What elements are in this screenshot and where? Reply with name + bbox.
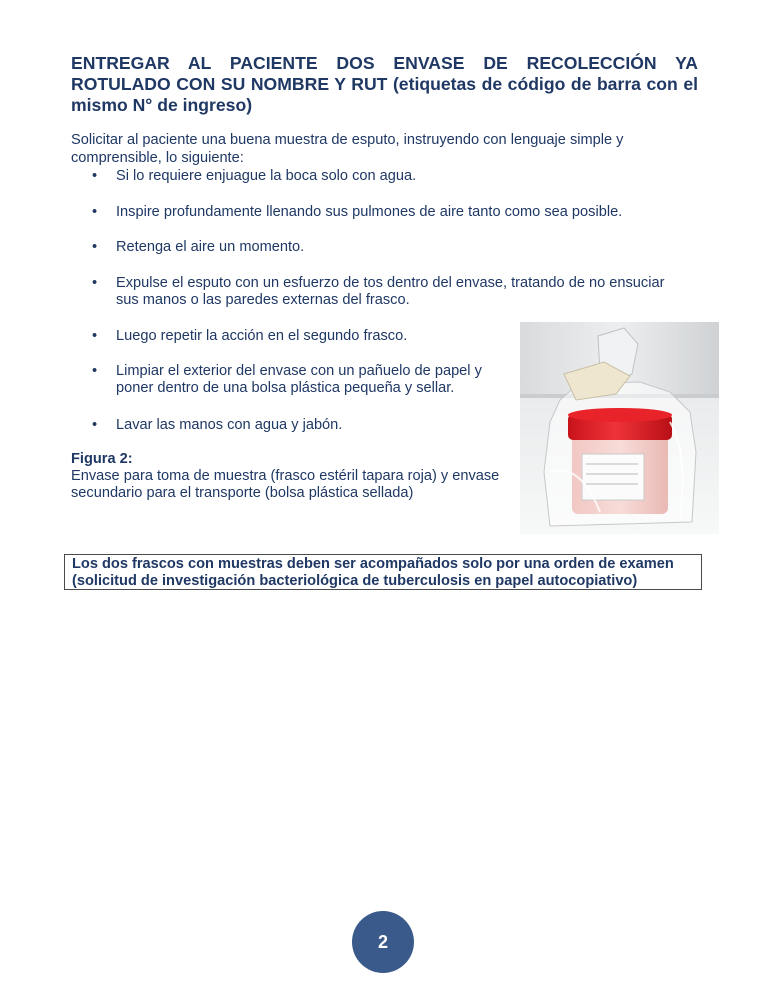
intro-paragraph: Solicitar al paciente una buena muestra de esputo, instruyendo con lenguaje simple y comprensible, lo siguiente: (71, 132, 624, 166)
specimen-container-photo (520, 322, 719, 534)
bullet-icon: • (92, 417, 98, 433)
bullet-icon: • (92, 204, 98, 220)
list-item-text: Lavar las manos con agua y jabón. (116, 417, 343, 433)
figure-caption: Envase para toma de muestra (frasco estéril tapara roja) y envase secundario para el transporte (bolsa plástica sellada) (71, 468, 500, 501)
bullet-icon: • (92, 239, 98, 255)
list-item-text: Luego repetir la acción en el segundo frasco. (116, 328, 408, 344)
list-item-text: Expulse el esputo con un esfuerzo de tos dentro del envase, tratando de no ensuciar sus manos o las paredes externas del frasco. (116, 275, 665, 308)
note-text: Los dos frascos con muestras deben ser acompañados solo por una orden de examen (solicitud de investigación bacteriológica de tuberculosis en papel autocopiativo) (72, 556, 674, 589)
page-heading: ENTREGAR AL PACIENTE DOS ENVASE DE RECOLECCIÓN YA ROTULADO CON SU NOMBRE Y RUT (etiquetas de código de barra con el mismo N° de ingreso) (71, 53, 698, 115)
list-item-text: Retenga el aire un momento. (116, 239, 305, 255)
note-box (64, 554, 702, 590)
figure-title: Figura 2: (71, 451, 133, 467)
list-item-text: Inspire profundamente llenando sus pulmones de aire tanto como sea posible. (116, 204, 623, 220)
list-item-text: Si lo requiere enjuague la boca solo con agua. (116, 168, 417, 184)
list-item-text: Limpiar el exterior del envase con un pañuelo de papel y poner dentro de una bolsa plástica pequeña y sellar. (116, 363, 482, 396)
bullet-icon: • (92, 275, 98, 291)
bullet-icon: • (92, 168, 98, 184)
page-number-badge: 2 (352, 911, 414, 973)
bullet-icon: • (92, 363, 98, 379)
bullet-icon: • (92, 328, 98, 344)
